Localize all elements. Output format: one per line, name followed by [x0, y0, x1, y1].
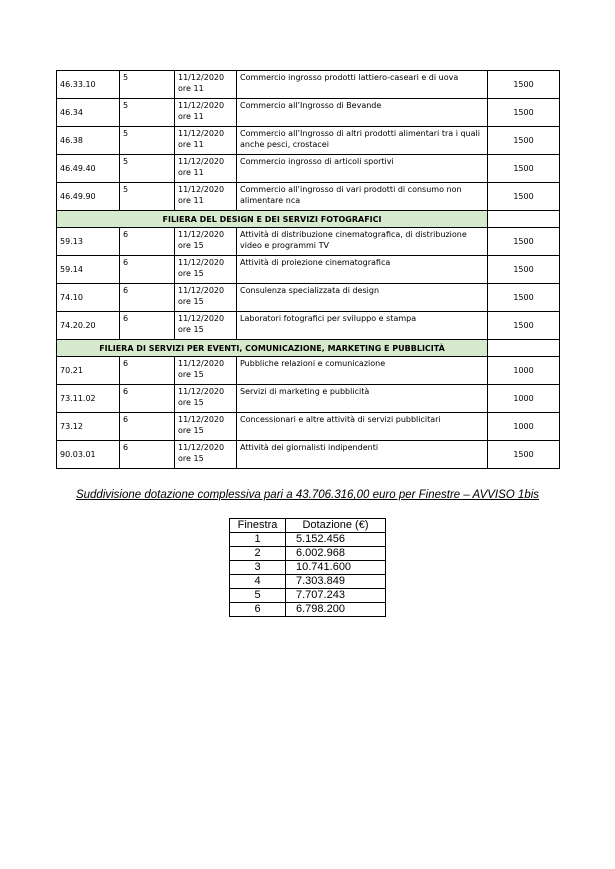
window-number: 6 — [120, 413, 175, 441]
opening-datetime — [175, 441, 237, 469]
window-amount: 7.303.849 — [286, 575, 386, 589]
opening-date: 11/12/2020 — [178, 286, 225, 295]
section-header-row — [57, 340, 560, 357]
window-amount: 10.741.600 — [286, 561, 386, 575]
opening-datetime — [175, 357, 237, 385]
opening-datetime — [175, 284, 237, 312]
opening-date: 11/12/2020 — [178, 443, 225, 452]
ateco-code: 46.34 — [57, 99, 120, 127]
ateco-code: 73.12 — [57, 413, 120, 441]
opening-datetime — [175, 385, 237, 413]
section-title-design: FILIERA DEL DESIGN E DEI SERVIZI FOTOGRAFICI — [57, 211, 488, 228]
allocation-header-row — [230, 519, 386, 533]
contribution-amount: 1500 — [488, 183, 560, 211]
opening-time: ore 15 — [178, 241, 204, 250]
contribution-amount: 1000 — [488, 357, 560, 385]
allocation-row — [230, 589, 386, 603]
opening-time: ore 15 — [178, 269, 204, 278]
opening-date: 11/12/2020 — [178, 129, 225, 138]
activity-description: Commercio all’ingrosso di vari prodotti di consumo non alimentare nca — [237, 183, 488, 211]
ateco-code: 46.49.90 — [57, 183, 120, 211]
allocation-row — [230, 533, 386, 547]
window-amount: 7.707.243 — [286, 589, 386, 603]
activity-description: Commercio ingrosso prodotti lattiero-caseari e di uova — [237, 71, 488, 99]
opening-time: ore 15 — [178, 325, 204, 334]
activity-description: Pubbliche relazioni e comunicazione — [237, 357, 488, 385]
window-number: 1 — [230, 533, 286, 547]
ateco-code: 46.33.10 — [57, 71, 120, 99]
opening-datetime — [175, 413, 237, 441]
opening-time: ore 15 — [178, 454, 204, 463]
contribution-amount: 1500 — [488, 441, 560, 469]
activity-description: Servizi di marketing e pubblicità — [237, 385, 488, 413]
contribution-amount: 1500 — [488, 155, 560, 183]
allocation-row — [230, 575, 386, 589]
table-row — [57, 99, 560, 127]
ateco-code: 46.38 — [57, 127, 120, 155]
contribution-amount: 1500 — [488, 284, 560, 312]
contribution-amount: 1500 — [488, 71, 560, 99]
table-row — [57, 385, 560, 413]
opening-date: 11/12/2020 — [178, 157, 225, 166]
activity-description: Consulenza specializzata di design — [237, 284, 488, 312]
window-number: 5 — [120, 183, 175, 211]
window-number: 5 — [120, 99, 175, 127]
header-amount: Dotazione (€) — [286, 519, 386, 533]
table-row — [57, 228, 560, 256]
table-row — [57, 284, 560, 312]
ateco-code: 59.14 — [57, 256, 120, 284]
window-amount: 6.798.200 — [286, 603, 386, 617]
header-window: Finestra — [230, 519, 286, 533]
opening-time: ore 11 — [178, 112, 204, 121]
window-number: 6 — [120, 385, 175, 413]
table-row — [57, 357, 560, 385]
opening-time: ore 15 — [178, 370, 204, 379]
activity-description: Concessionari e altre attività di servizi pubblicitari — [237, 413, 488, 441]
contribution-amount: 1000 — [488, 385, 560, 413]
table-row — [57, 71, 560, 99]
ateco-code: 90.03.01 — [57, 441, 120, 469]
ateco-code: 70.21 — [57, 357, 120, 385]
opening-time: ore 15 — [178, 297, 204, 306]
contribution-amount: 1500 — [488, 312, 560, 340]
activity-description: Attività di distribuzione cinematografica, di distribuzione video e programmi TV — [237, 228, 488, 256]
contribution-amount: 1500 — [488, 228, 560, 256]
ateco-code: 73.11.02 — [57, 385, 120, 413]
opening-datetime — [175, 155, 237, 183]
ateco-code: 74.20.20 — [57, 312, 120, 340]
window-number: 4 — [230, 575, 286, 589]
ateco-codes-table — [56, 70, 560, 469]
contribution-amount: 1500 — [488, 127, 560, 155]
window-number: 6 — [230, 603, 286, 617]
window-number: 2 — [230, 547, 286, 561]
table-row — [57, 312, 560, 340]
window-number: 6 — [120, 357, 175, 385]
opening-date: 11/12/2020 — [178, 185, 225, 194]
opening-datetime — [175, 228, 237, 256]
window-number: 6 — [120, 228, 175, 256]
activity-description: Attività dei giornalisti indipendenti — [237, 441, 488, 469]
opening-datetime — [175, 183, 237, 211]
activity-description: Attività di proiezione cinematografica — [237, 256, 488, 284]
opening-datetime — [175, 256, 237, 284]
section-empty-cell — [488, 340, 560, 357]
window-number: 3 — [230, 561, 286, 575]
window-number: 5 — [230, 589, 286, 603]
activity-description: Commercio ingrosso di articoli sportivi — [237, 155, 488, 183]
activity-description: Commercio all’Ingrosso di altri prodotti alimentari tra i quali anche pesci, crostacei — [237, 127, 488, 155]
allocation-row — [230, 547, 386, 561]
opening-date: 11/12/2020 — [178, 230, 225, 239]
allocation-table — [229, 518, 386, 617]
contribution-amount: 1500 — [488, 99, 560, 127]
opening-datetime — [175, 99, 237, 127]
table-body — [57, 71, 560, 469]
opening-time: ore 11 — [178, 140, 204, 149]
allocation-caption: Suddivisione dotazione complessiva pari a 43.706.316,00 euro per Finestre – AVVISO 1bis — [75, 489, 540, 501]
section-empty-cell — [488, 211, 560, 228]
opening-date: 11/12/2020 — [178, 387, 225, 396]
table-row — [57, 441, 560, 469]
window-number: 6 — [120, 312, 175, 340]
opening-date: 11/12/2020 — [178, 101, 225, 110]
opening-date: 11/12/2020 — [178, 258, 225, 267]
allocation-row — [230, 561, 386, 575]
opening-date: 11/12/2020 — [178, 314, 225, 323]
opening-date: 11/12/2020 — [178, 415, 225, 424]
window-number: 5 — [120, 71, 175, 99]
window-number: 6 — [120, 256, 175, 284]
contribution-amount: 1000 — [488, 413, 560, 441]
section-title-events: FILIERA DI SERVIZI PER EVENTI, COMUNICAZIONE, MARKETING E PUBBLICITÀ — [57, 340, 488, 357]
ateco-code: 59.13 — [57, 228, 120, 256]
window-number: 6 — [120, 284, 175, 312]
allocation-row — [230, 603, 386, 617]
table-row — [57, 413, 560, 441]
opening-date: 11/12/2020 — [178, 73, 225, 82]
window-number: 5 — [120, 155, 175, 183]
table-row — [57, 127, 560, 155]
window-number: 6 — [120, 441, 175, 469]
table-row — [57, 155, 560, 183]
ateco-code: 46.49.40 — [57, 155, 120, 183]
opening-datetime — [175, 312, 237, 340]
window-amount: 5.152.456 — [286, 533, 386, 547]
opening-time: ore 11 — [178, 196, 204, 205]
contribution-amount: 1500 — [488, 256, 560, 284]
window-amount: 6.002.968 — [286, 547, 386, 561]
ateco-code: 74.10 — [57, 284, 120, 312]
opening-time: ore 11 — [178, 84, 204, 93]
opening-time: ore 11 — [178, 168, 204, 177]
table-row — [57, 183, 560, 211]
opening-date: 11/12/2020 — [178, 359, 225, 368]
window-number: 5 — [120, 127, 175, 155]
activity-description: Laboratori fotografici per sviluppo e stampa — [237, 312, 488, 340]
activity-description: Commercio all’Ingrosso di Bevande — [237, 99, 488, 127]
opening-time: ore 15 — [178, 398, 204, 407]
opening-time: ore 15 — [178, 426, 204, 435]
opening-datetime — [175, 127, 237, 155]
table-row — [57, 256, 560, 284]
section-header-row — [57, 211, 560, 228]
opening-datetime — [175, 71, 237, 99]
